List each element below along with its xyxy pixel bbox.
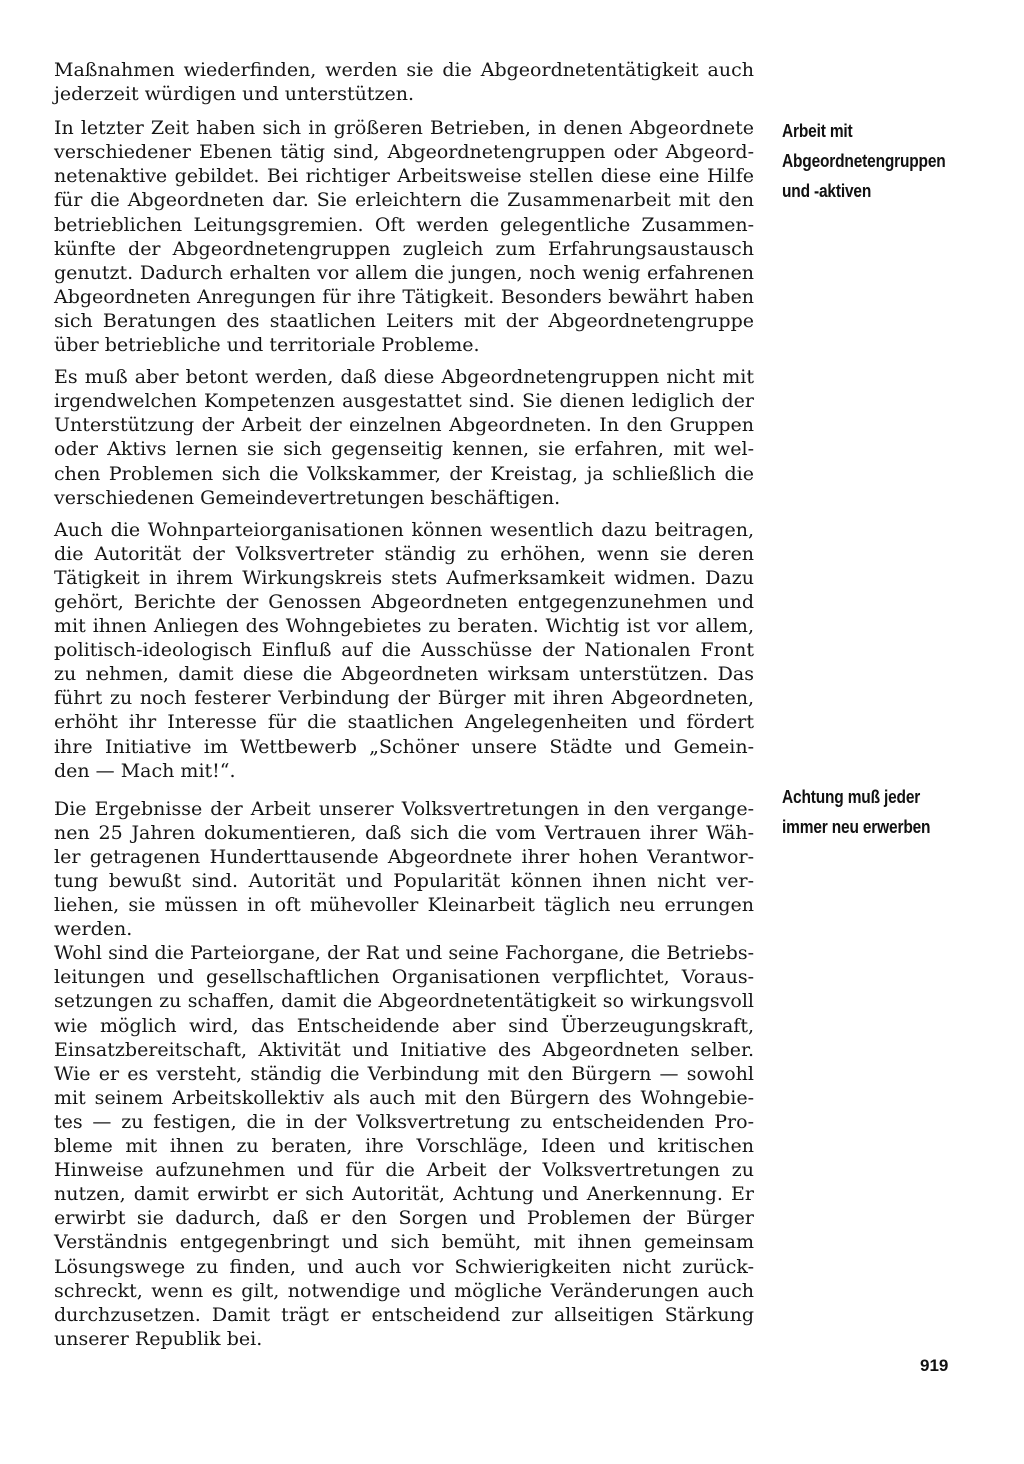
paragraph [54,58,754,106]
margin-note-line: Abgeordnetengruppen [782,151,946,171]
text-line: verschiedenen Gemeindevertretungen beschäftigen. [54,486,561,509]
text-line: künfte der Abgeordnetengruppen zugleich zum Erfahrungsaustausch [54,237,754,260]
margin-note-achtung [782,782,945,842]
margin-note-line: Arbeit mit [782,121,853,141]
text-line: führt zu noch festerer Verbindung der Bürger mit ihren Abgeordneten, [54,687,754,710]
text-line: Die Ergebnisse der Arbeit unserer Volksvertretungen in den vergange- [54,797,754,820]
text-line: die Autorität der Volksvertreter ständig zu erhöhen, wenn sie deren [54,542,754,565]
text-line: genutzt. Dadurch erhalten vor allem die jungen, noch wenig erfahrenen [54,261,754,284]
text-line: mit seinem Arbeitskollektiv als auch mit den Bürgern des Wohngebie- [54,1086,754,1109]
text-line: Tätigkeit in ihrem Wirkungskreis stets Aufmerksamkeit widmen. Dazu [54,566,754,589]
margin-note-line: und -aktiven [782,181,872,201]
text-line: leitungen und gesellschaftlichen Organisationen verpflichtet, Voraus- [54,966,754,989]
margin-note-line: immer neu erwerben [782,817,931,837]
paragraph [54,941,754,1351]
paragraph [54,518,754,783]
paragraph [54,116,754,357]
text-line: nutzen, damit erwirbt er sich Autorität, Achtung und Anerkennung. Er [54,1183,754,1206]
text-line: Wie er es versteht, ständig die Verbindung mit den Bürgern — sowohl [54,1062,754,1085]
text-line: ihre Initiative im Wettbewerb „Schöner unsere Städte und Gemein- [54,735,754,758]
text-line: irgendwelchen Kompetenzen ausgestattet sind. Sie dienen lediglich der [54,390,754,413]
text-line: nen 25 Jahren dokumentieren, daß sich die vom Vertrauen ihrer Wäh- [54,821,754,844]
text-line: sich Beratungen des staatlichen Leiters mit der Abgeordnetengruppe [54,309,754,332]
text-line: liehen, sie müssen in oft mühevoller Kleinarbeit täglich neu errungen [54,894,754,917]
text-line: Abgeordneten Anregungen für ihre Tätigkeit. Besonders bewährt haben [54,285,754,308]
text-line: erwirbt sie dadurch, daß er den Sorgen und Problemen der Bürger [54,1207,754,1230]
text-line: tes — zu festigen, die in der Volksvertretung zu entscheidenden Pro- [54,1110,754,1133]
text-line: jederzeit würdigen und unterstützen. [54,83,415,106]
text-line: über betriebliche und territoriale Probleme. [54,334,480,357]
text-line: tung bewußt sind. Autorität und Popularität können ihnen nicht ver- [54,870,754,892]
text-line: Wohl sind die Parteiorgane, der Rat und seine Fachorgane, die Betriebs- [54,942,754,965]
text-line: Lösungswege zu finden, und auch vor Schwierigkeiten nicht zurück- [54,1255,754,1278]
text-line: für die Abgeordneten dar. Sie erleichtern die Zusammenarbeit mit den [54,189,754,212]
text-line: Hinweise aufzunehmen und für die Arbeit der Volksvertretungen zu [54,1159,754,1182]
text-line: mit ihnen Anliegen des Wohngebietes zu beraten. Wichtig ist vor allem, [54,615,754,638]
text-line: Auch die Wohnparteiorganisationen können wesentlich dazu beitragen, [54,518,754,541]
text-line: politisch-ideologisch Einfluß auf die Ausschüsse der Nationalen Front [54,639,754,662]
text-line: bleme mit ihnen zu beraten, ihre Vorschläge, Ideen und kritischen [54,1135,754,1158]
text-line: ler getragenen Hunderttausende Abgeordnete ihrer hohen Verantwor- [54,845,754,868]
text-line: unserer Republik bei. [54,1327,263,1350]
text-line: Verständnis entgegenbringt und sich bemüht, mit ihnen gemeinsam [54,1231,754,1254]
text-line: durchzusetzen. Damit trägt er entscheidend zur allseitigen Stärkung [54,1303,754,1326]
text-line: setzungen zu schaffen, damit die Abgeordnetentätigkeit so wirkungsvoll [54,990,754,1013]
text-line: chen Problemen sich die Volkskammer, der Kreistag, ja schließlich die [54,462,754,485]
text-line: erhöht ihr Interesse für die staatlichen Angelegenheiten und fördert [54,711,754,734]
text-line: zu nehmen, damit diese die Abgeordneten wirksam unterstützen. Das [54,663,754,686]
text-line: Maßnahmen wiederfinden, werden sie die Abgeordnetentätigkeit auch [54,59,754,81]
body-text-column [54,58,754,1351]
text-line: In letzter Zeit haben sich in größeren Betrieben, in denen Abgeordnete [54,117,754,140]
text-line: gehört, Berichte der Genossen Abgeordneten entgegenzunehmen und [54,590,754,613]
text-line: Unterstützung der Arbeit der einzelnen Abgeordneten. In den Gruppen [54,414,754,437]
text-line: schreckt, wenn es gilt, notwendige und mögliche Veränderungen auch [54,1279,754,1302]
text-line: den — Mach mit!“. [54,759,236,782]
margin-note-line: Achtung muß jeder [782,787,921,807]
text-line: netenaktive gebildet. Bei richtiger Arbeitsweise stellen diese eine Hilfe [54,165,754,188]
paragraph [54,797,754,942]
text-line: verschiedener Ebenen tätig sind, Abgeordnetengruppen oder Abgeord- [54,141,754,164]
margin-note-abgeordnetengruppen [782,116,945,206]
page-number: 919 [920,1356,949,1375]
text-line: Es muß aber betont werden, daß diese Abgeordnetengruppen nicht mit [54,366,754,389]
text-line: werden. [54,918,133,941]
text-line: oder Aktivs lernen sie sich gegenseitig kennen, sie erfahren, mit wel- [54,438,754,461]
paragraph [54,365,754,510]
text-line: Einsatzbereitschaft, Aktivität und Initiative des Abgeordneten selber. [54,1038,754,1061]
text-line: wie möglich wird, das Entscheidende aber sind Überzeugungskraft, [54,1014,754,1037]
text-line: betrieblichen Leitungsgremien. Oft werden gelegentliche Zusammen- [54,213,754,236]
